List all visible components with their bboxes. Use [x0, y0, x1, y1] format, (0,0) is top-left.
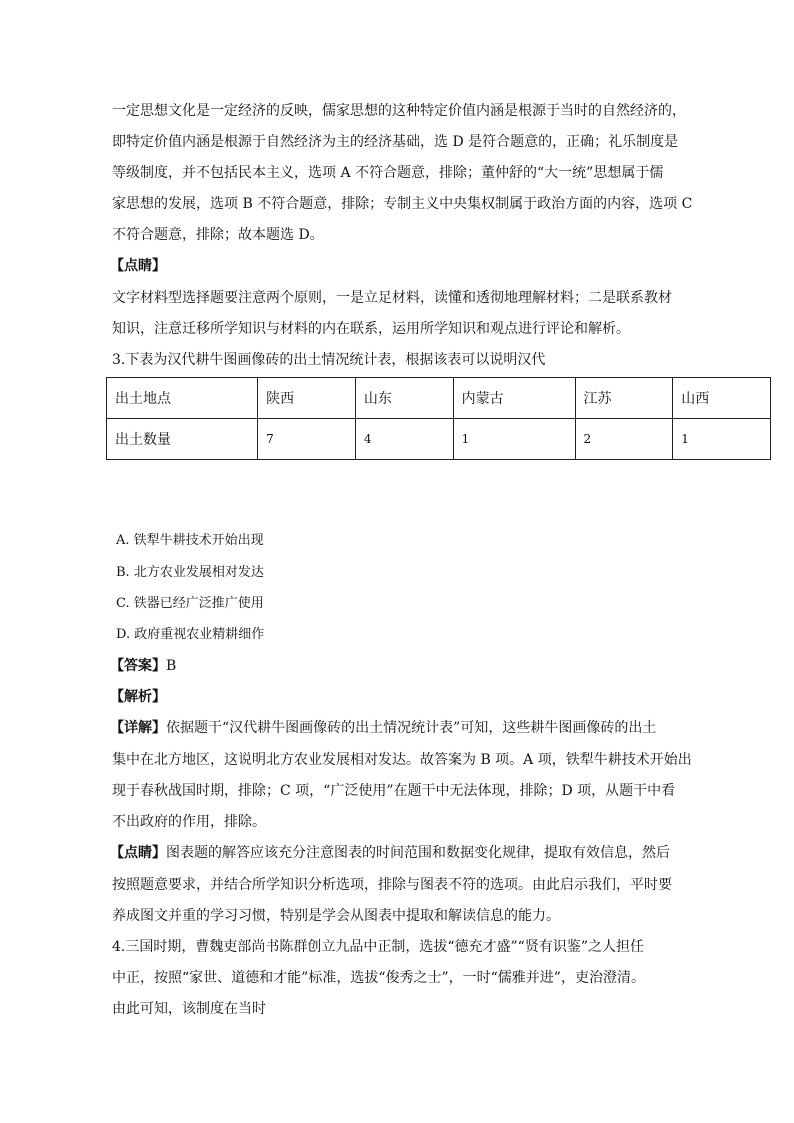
table-cell: 2 — [575, 419, 673, 460]
answer-label: 【答案】 — [110, 658, 166, 674]
table-cell: 山西 — [673, 378, 771, 419]
detail-label: 【详解】 — [110, 720, 166, 736]
option-d: D. 政府重视农业精耕细作 — [116, 627, 265, 642]
dianjing-line — [110, 843, 670, 863]
dianjing-label: 【点睛】 — [110, 845, 166, 861]
dianjing-text: 图表题的解答应该充分注意图表的时间范围和数据变化规律，提取有效信息，然后 — [166, 845, 670, 861]
table-cell: 江苏 — [575, 378, 673, 419]
table-row — [107, 378, 771, 419]
question-4-line: 由此可知，该制度在当时 — [112, 1001, 266, 1017]
paragraph-line: 一定思想文化是一定经济的反映，儒家思想的这种特定价值内涵是根源于当时的自然经济的， — [112, 103, 686, 119]
dianjing-line: 知识，注意迁移所学知识与材料的内在联系，运用所学知识和观点进行评论和解析。 — [112, 321, 630, 337]
paragraph-line: 家思想的发展，选项 B 不符合题意，排除；专制主义中央集权制属于政治方面的内容，选项 C — [112, 196, 693, 212]
paragraph-line: 不符合题意，排除；故本题选 D。 — [112, 227, 324, 243]
question-4-line: 4.三国时期，曹魏吏部尚书陈群创立九品中正制，选拔“德充才盛”“贤有识鉴”之人担任 — [112, 939, 644, 955]
detail-line — [110, 718, 656, 738]
option-a: A. 铁犁牛耕技术开始出现 — [116, 533, 264, 548]
analysis-label: 【解析】 — [110, 689, 166, 705]
table-cell: 4 — [355, 419, 453, 460]
table-cell: 陕西 — [258, 378, 356, 419]
detail-text: 依据题干“汉代耕牛图画像砖的出土情况统计表”可知，这些耕牛图画像砖的出土 — [166, 720, 657, 736]
dianjing-label: 【点睛】 — [110, 258, 166, 274]
detail-line: 不出政府的作用，排除。 — [112, 814, 266, 830]
table-cell: 山东 — [355, 378, 453, 419]
table-row — [107, 419, 771, 460]
table-cell: 1 — [453, 419, 575, 460]
excavation-table — [106, 377, 771, 460]
table-cell: 7 — [258, 419, 356, 460]
detail-line: 现于春秋战国时期，排除；C 项，“广泛使用”在题干中无法体现，排除；D 项，从题干中看 — [112, 783, 676, 799]
table-cell: 出土数量 — [107, 419, 258, 460]
dianjing-line: 文字材料型选择题要注意两个原则，一是立足材料，读懂和透彻地理解材料；二是联系教材 — [112, 290, 672, 306]
table-cell: 1 — [673, 419, 771, 460]
table-cell: 内蒙古 — [453, 378, 575, 419]
dianjing-line: 养成图文并重的学习习惯，特别是学会从图表中提取和解读信息的能力。 — [112, 908, 560, 924]
detail-line: 集中在北方地区，这说明北方农业发展相对发达。故答案为 B 项。A 项，铁犁牛耕技术开始出 — [112, 752, 692, 768]
question-3-stem: 3.下表为汉代耕牛图画像砖的出土情况统计表，根据该表可以说明汉代 — [112, 352, 546, 368]
dianjing-line: 按照题意要求，并结合所学知识分析选项，排除与图表不符的选项。由此启示我们，平时要 — [112, 877, 672, 893]
table-cell: 出土地点 — [107, 378, 258, 419]
question-4-line: 中正，按照“家世、道德和才能”标准，选拔“俊秀之士”，一时“儒雅并进”，吏治澄清。 — [112, 970, 645, 986]
answer-value: B — [166, 658, 177, 674]
option-c: C. 铁器已经广泛推广使用 — [116, 596, 264, 611]
paragraph-line: 即特定价值内涵是根源于自然经济为主的经济基础，选 D 是符合题意的，正确；礼乐制度是 — [112, 134, 679, 150]
paragraph-line: 等级制度，并不包括民本主义，选项 A 不符合题意，排除；董仲舒的“大一统”思想属于儒 — [112, 165, 664, 181]
answer-line — [110, 656, 176, 676]
option-b: B. 北方农业发展相对发达 — [116, 565, 264, 580]
